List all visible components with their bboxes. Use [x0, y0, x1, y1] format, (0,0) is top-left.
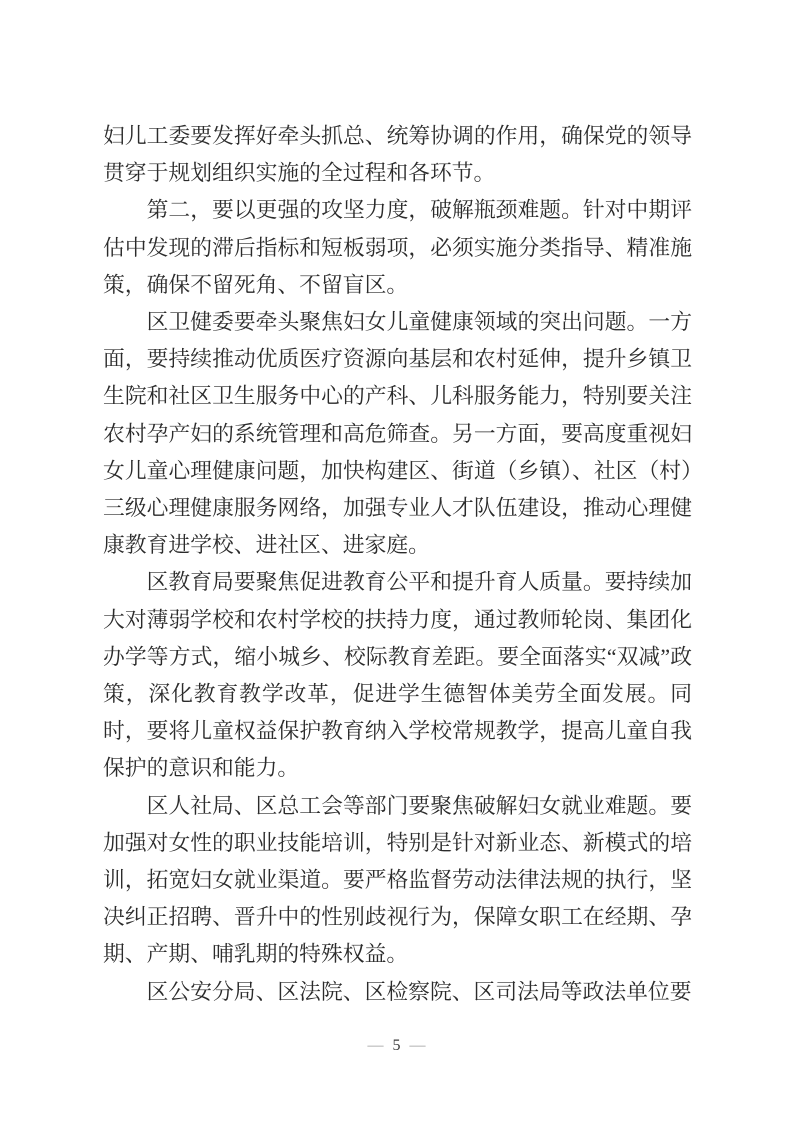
paragraph: 区人社局、区总工会等部门要聚焦破解妇女就业难题。要加强对女性的职业技能培训，特别是针对新业态、新模式的培训，拓宽妇女就业渠道。要严格监督劳动法律法规的执行，坚决纠正招聘、晋升中的性别歧视行为，保障女职工在经期、孕期、产期、哺乳期的特殊权益。 [103, 793, 692, 967]
page-number-value: 5 [392, 1037, 401, 1054]
paragraph: 区卫健委要牵头聚焦妇女儿童健康领域的突出问题。一方面，要持续推动优质医疗资源向基层和农村延伸，提升乡镇卫生院和社区卫生服务中心的产科、儿科服务能力，特别要关注农村孕产妇的系统管理和高危筛查。另一方面，要高度重视妇女儿童心理健康问题，加快构建区、街道（乡镇）、社区（村）三级心理健康服务网络，加强专业人才队伍建设，推动心理健康教育进学校、进社区、进家庭。 [103, 310, 692, 558]
page-number-dash-left: — [367, 1037, 384, 1054]
page-number [0, 1035, 793, 1057]
document-body [103, 118, 692, 1011]
page-number-dash-right: — [409, 1037, 426, 1054]
paragraph: 妇儿工委要发挥好牵头抓总、统筹协调的作用，确保党的领导贯穿于规划组织实施的全过程和各环节。 [103, 124, 692, 186]
paragraph: 区教育局要聚焦促进教育公平和提升育人质量。要持续加大对薄弱学校和农村学校的扶持力度，通过教师轮岗、集团化办学等方式，缩小城乡、校际教育差距。要全面落实“双减”政策，深化教育教学改革，促进学生德智体美劳全面发展。同时，要将儿童权益保护教育纳入学校常规教学，提高儿童自我保护的意识和能力。 [103, 570, 692, 781]
paragraph: 第二，要以更强的攻坚力度，破解瓶颈难题。针对中期评估中发现的滞后指标和短板弱项，必须实施分类指导、精准施策，确保不留死角、不留盲区。 [103, 198, 692, 297]
paragraph: 区公安分局、区法院、区检察院、区司法局等政法单位要 [146, 979, 692, 1004]
